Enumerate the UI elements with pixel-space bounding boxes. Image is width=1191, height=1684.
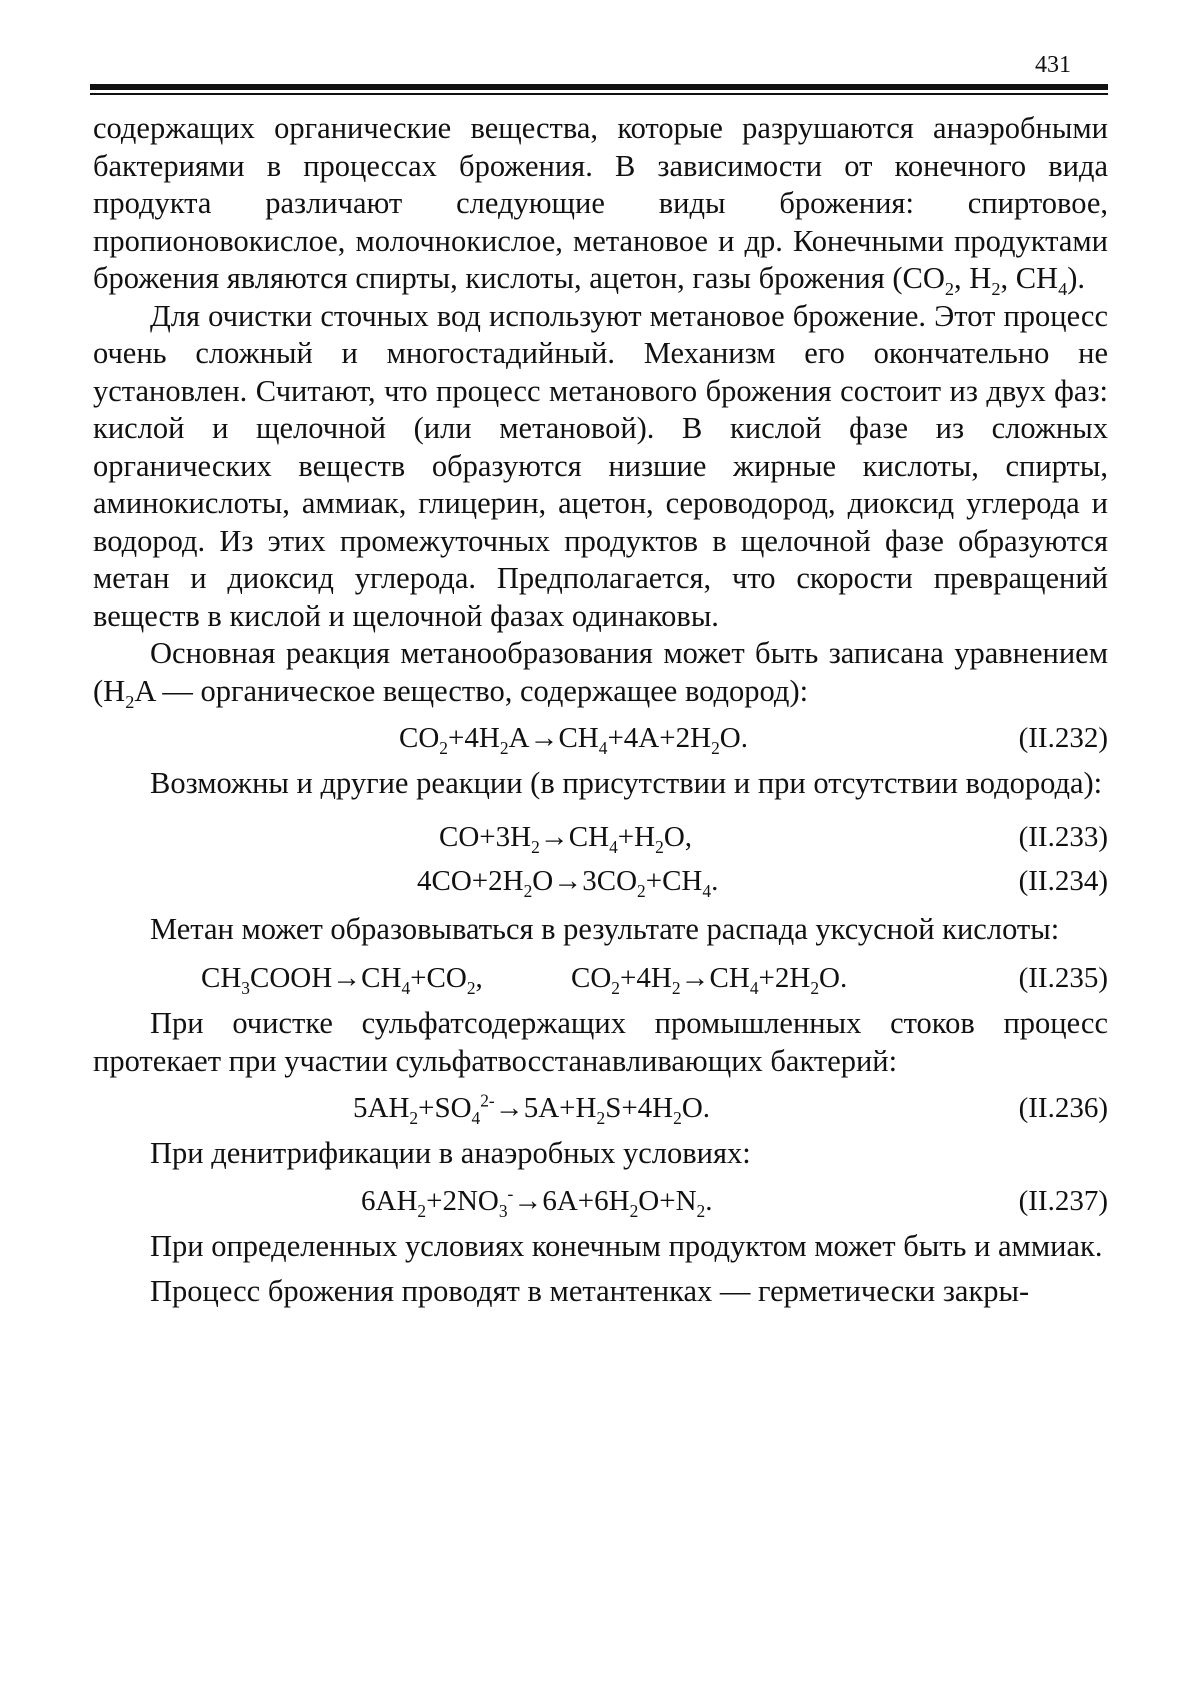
paragraph-5: Метан может образовываться в результате распада уксусной кислоты: <box>150 911 1060 946</box>
page-number: 431 <box>1035 52 1071 78</box>
equation-233-formula: $CO+3H_2\to CH_4+H_2O$, <box>439 820 693 857</box>
equation-234-formula: $4CO+2H_2O\to 3CO_2+CH_4$. <box>417 864 719 901</box>
paragraph-9: Процесс брожения проводят в метантенках — герметически закры- <box>150 1274 1030 1308</box>
paragraph-1-text: содержащих органические вещества, которые разрушаются анаэробными бактериями в процессах брожения. В зависимости от конечного вида продукта различают следующие виды брожения: спиртовое, пропионовокислое, молочнокислое, метановое и др. Конечными продуктами брожения являются спирты, кислоты, ацетон, газы брожения ( <box>93 111 1108 295</box>
paragraph-3-start: Основная реакция метанообразования может быть записана уравнением ( <box>93 636 1108 708</box>
paragraph-7: При денитрификации в анаэробных условиях: <box>150 1136 751 1170</box>
header-rule-thick <box>90 84 1108 90</box>
equation-237-number: (II.237) <box>1018 1184 1108 1217</box>
equation-236-number: (II.236) <box>1018 1092 1108 1124</box>
equation-237 <box>93 1177 1108 1226</box>
equation-233-number: (II.233) <box>1018 820 1108 853</box>
equation-236-formula: $5AH_2+SO_4^{2-}\to 5A+H_2S+4H_2O$. <box>353 1090 711 1128</box>
paragraph-6: При очистке сульфатсодержащих промышленных стоков процесс протекает при участии сульфатвосстанавливающих бактерий: <box>93 1006 1108 1078</box>
equation-232 <box>93 714 1108 763</box>
paragraph-4: Возможны и другие реакции (в присутствии и при отсутствии водорода): <box>150 766 1103 800</box>
equation-232-number: (II.232) <box>1018 722 1108 754</box>
paragraph-1: содержащих органические вещества, которые разрушаются анаэробными бактериями в процессах брожения. В зависимости от конечного вида продукта различают следующие виды брожения: спиртовое, пропионовокислое, молочнокислое, метановое и др. Конечными продуктами брожения являются спирты, кислоты, ацетон, газы брожения ($CO_2$, $H_2$, $CH_4$). <box>93 111 1108 300</box>
equation-233 <box>93 813 1108 855</box>
equation-237-formula: $6AH_2+2NO_3^-\to 6A+6H_2O+N_2$. <box>361 1182 713 1221</box>
paragraph-3: Основная реакция метанообразования может быть записана уравнением ($H_2A$ — органическое вещество, содержащее водород): <box>93 636 1108 712</box>
header-rule-thin <box>90 93 1108 95</box>
equation-234-number: (II.234) <box>1018 864 1108 897</box>
equation-235-formula-1: $CH_3COOH\to CH_4+CO_2$, <box>201 962 483 998</box>
equation-232-formula: $CO_2+4H_2A\to CH_4+4A+2H_2O$. <box>399 722 748 758</box>
page-body <box>93 110 1108 1311</box>
equation-235-number: (II.235) <box>1018 962 1108 994</box>
paragraph-8: При определенных условиях конечным продуктом может быть и аммиак. <box>150 1228 1103 1263</box>
equation-236 <box>93 1084 1108 1133</box>
paragraph-1-end: ). <box>1067 261 1086 295</box>
equation-235-formula-2: $CO_2+4H_2\to CH_4+2H_2O$. <box>571 962 848 998</box>
equation-234 <box>93 857 1108 899</box>
paragraph-2: Для очистки сточных вод используют метановое брожение. Этот процесс очень сложный и многостадийный. Механизм его окончательно не установлен. Считают, что процесс метанового брожения состоит из двух фаз: кислой и щелочной (или метановой). В кислой фазе из сложных органических веществ образуются низшие жирные кислоты, спирты, аминокислоты, аммиак, глицерин, ацетон, сероводород, диоксид углерода и водород. Из этих промежуточных продуктов в щелочной фазе образуются метан и диоксид углерода. Предполагается, что скорости превращений веществ в кислой и щелочной фазах одинаковы. <box>93 298 1108 633</box>
equation-235 <box>93 954 1108 1003</box>
paragraph-3-end: — органическое вещество, содержащее водород): <box>154 673 809 708</box>
